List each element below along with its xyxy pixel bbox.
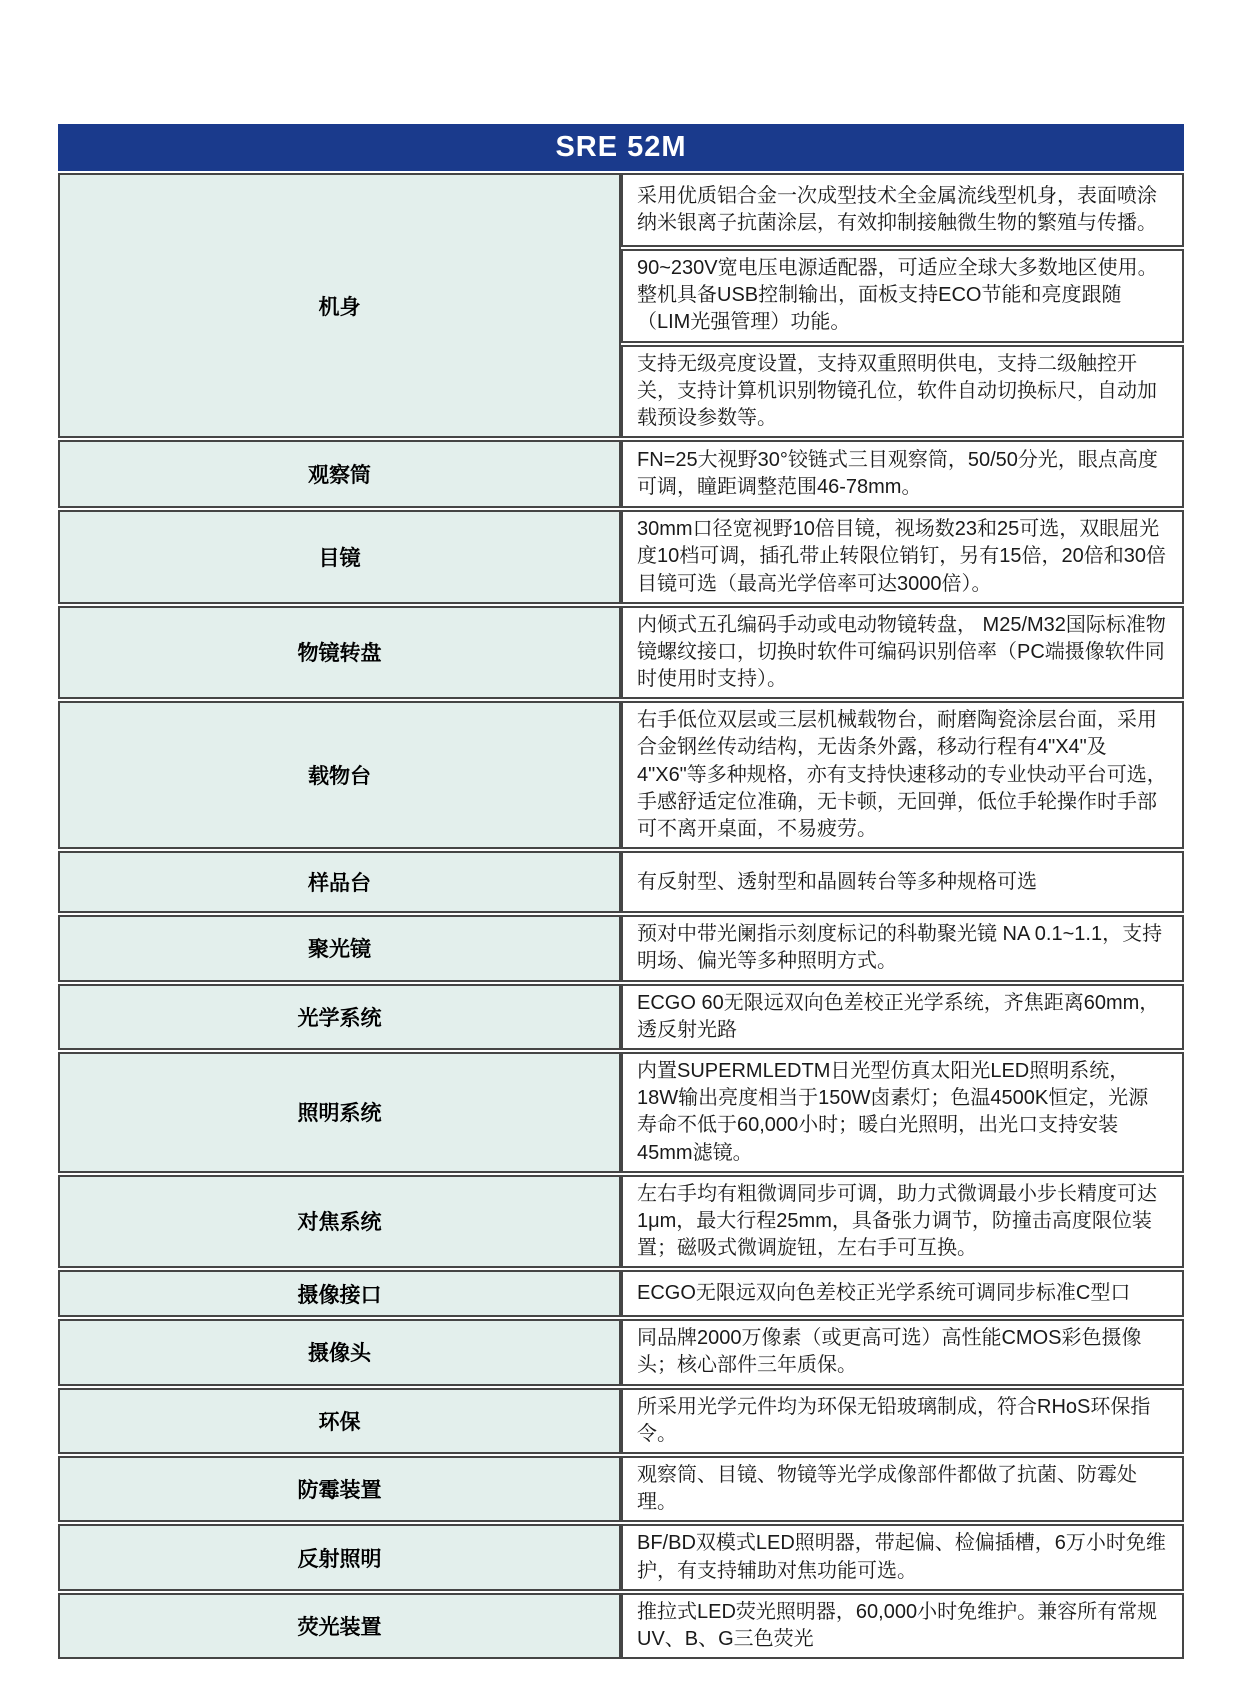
spec-value: 有反射型、透射型和晶圆转台等多种规格可选	[621, 851, 1184, 913]
table-row	[58, 1456, 1184, 1522]
spec-value: ECGO无限远双向色差校正光学系统可调同步标准C型口	[621, 1270, 1184, 1317]
spec-label: 摄像头	[58, 1319, 621, 1385]
spec-value: ECGO 60无限远双向色差校正光学系统，齐焦距离60mm，透反射光路	[621, 984, 1184, 1050]
spec-value: 左右手均有粗微调同步可调，助力式微调最小步长精度可达1μm，最大行程25mm，具备张力调节，防撞击高度限位装置；磁吸式微调旋钮，左右手可互换。	[621, 1175, 1184, 1269]
table-row	[58, 701, 1184, 849]
table-row	[58, 606, 1184, 700]
spec-value: BF/BD双模式LED照明器，带起偏、检偏插槽，6万小时免维护，有支持辅助对焦功能可选。	[621, 1524, 1184, 1590]
table-row	[58, 173, 1184, 247]
spec-label: 光学系统	[58, 984, 621, 1050]
table-row	[58, 851, 1184, 913]
table-row	[58, 440, 1184, 508]
spec-value: 推拉式LED荧光照明器，60,000小时免维护。兼容所有常规UV、B、G三色荧光	[621, 1593, 1184, 1659]
spec-value: 支持无级亮度设置，支持双重照明供电，支持二级触控开关，支持计算机识别物镜孔位，软件自动切换标尺，自动加载预设参数等。	[621, 345, 1184, 439]
spec-value: 所采用光学元件均为环保无铅玻璃制成，符合RHoS环保指令。	[621, 1388, 1184, 1454]
spec-value: 30mm口径宽视野10倍目镜，视场数23和25可选，双眼屈光度10档可调，插孔带止转限位销钉，另有15倍，20倍和30倍目镜可选（最高光学倍率可达3000倍）。	[621, 510, 1184, 604]
spec-value: 同品牌2000万像素（或更高可选）高性能CMOS彩色摄像头；核心部件三年质保。	[621, 1319, 1184, 1385]
table-row	[58, 1175, 1184, 1269]
spec-value: 右手低位双层或三层机械载物台，耐磨陶瓷涂层台面，采用合金钢丝传动结构，无齿条外露，移动行程有4"X4"及4"X6"等多种规格，亦有支持快速移动的专业快动平台可选，手感舒适定位准确，无卡顿，无回弹，低位手轮操作时手部可不离开桌面，不易疲劳。	[621, 701, 1184, 849]
spec-value: 采用优质铝合金一次成型技术全金属流线型机身，表面喷涂纳米银离子抗菌涂层，有效抑制接触微生物的繁殖与传播。	[621, 173, 1184, 247]
spec-value: 90~230V宽电压电源适配器，可适应全球大多数地区使用。整机具备USB控制输出，面板支持ECO节能和亮度跟随（LIM光强管理）功能。	[621, 249, 1184, 343]
spec-label: 荧光装置	[58, 1593, 621, 1659]
table-row	[58, 1270, 1184, 1317]
table-row	[58, 915, 1184, 981]
table-row	[58, 1593, 1184, 1659]
spec-label: 聚光镜	[58, 915, 621, 981]
spec-table-body	[58, 173, 1184, 1659]
spec-table-container	[58, 122, 1184, 1661]
spec-label: 照明系统	[58, 1052, 621, 1173]
table-row	[58, 1524, 1184, 1590]
table-row	[58, 1052, 1184, 1173]
spec-label: 观察筒	[58, 440, 621, 508]
table-row	[58, 1388, 1184, 1454]
spec-value: 内置SUPERMLEDTM日光型仿真太阳光LED照明系统，18W输出亮度相当于150W卤素灯；色温4500K恒定，光源寿命不低于60,000小时；暖白光照明，出光口支持安装45mm滤镜。	[621, 1052, 1184, 1173]
spec-label: 机身	[58, 173, 621, 438]
spec-label: 目镜	[58, 510, 621, 604]
spec-label: 环保	[58, 1388, 621, 1454]
table-header-row	[58, 124, 1184, 171]
spec-label: 摄像接口	[58, 1270, 621, 1317]
spec-label: 对焦系统	[58, 1175, 621, 1269]
spec-value: 内倾式五孔编码手动或电动物镜转盘， M25/M32国际标准物镜螺纹接口，切换时软件可编码识别倍率（PC端摄像软件同时使用时支持）。	[621, 606, 1184, 700]
spec-label: 防霉装置	[58, 1456, 621, 1522]
page-title: SRE 52M	[58, 124, 1184, 171]
spec-value: 预对中带光阑指示刻度标记的科勒聚光镜 NA 0.1~1.1，支持明场、偏光等多种照明方式。	[621, 915, 1184, 981]
spec-label: 反射照明	[58, 1524, 621, 1590]
spec-table	[58, 122, 1184, 1661]
spec-value: FN=25大视野30°铰链式三目观察筒，50/50分光，眼点高度可调，瞳距调整范围46-78mm。	[621, 440, 1184, 508]
spec-label: 物镜转盘	[58, 606, 621, 700]
table-row	[58, 984, 1184, 1050]
table-row	[58, 1319, 1184, 1385]
spec-label: 样品台	[58, 851, 621, 913]
table-row	[58, 510, 1184, 604]
spec-value: 观察筒、目镜、物镜等光学成像部件都做了抗菌、防霉处理。	[621, 1456, 1184, 1522]
spec-label: 载物台	[58, 701, 621, 849]
